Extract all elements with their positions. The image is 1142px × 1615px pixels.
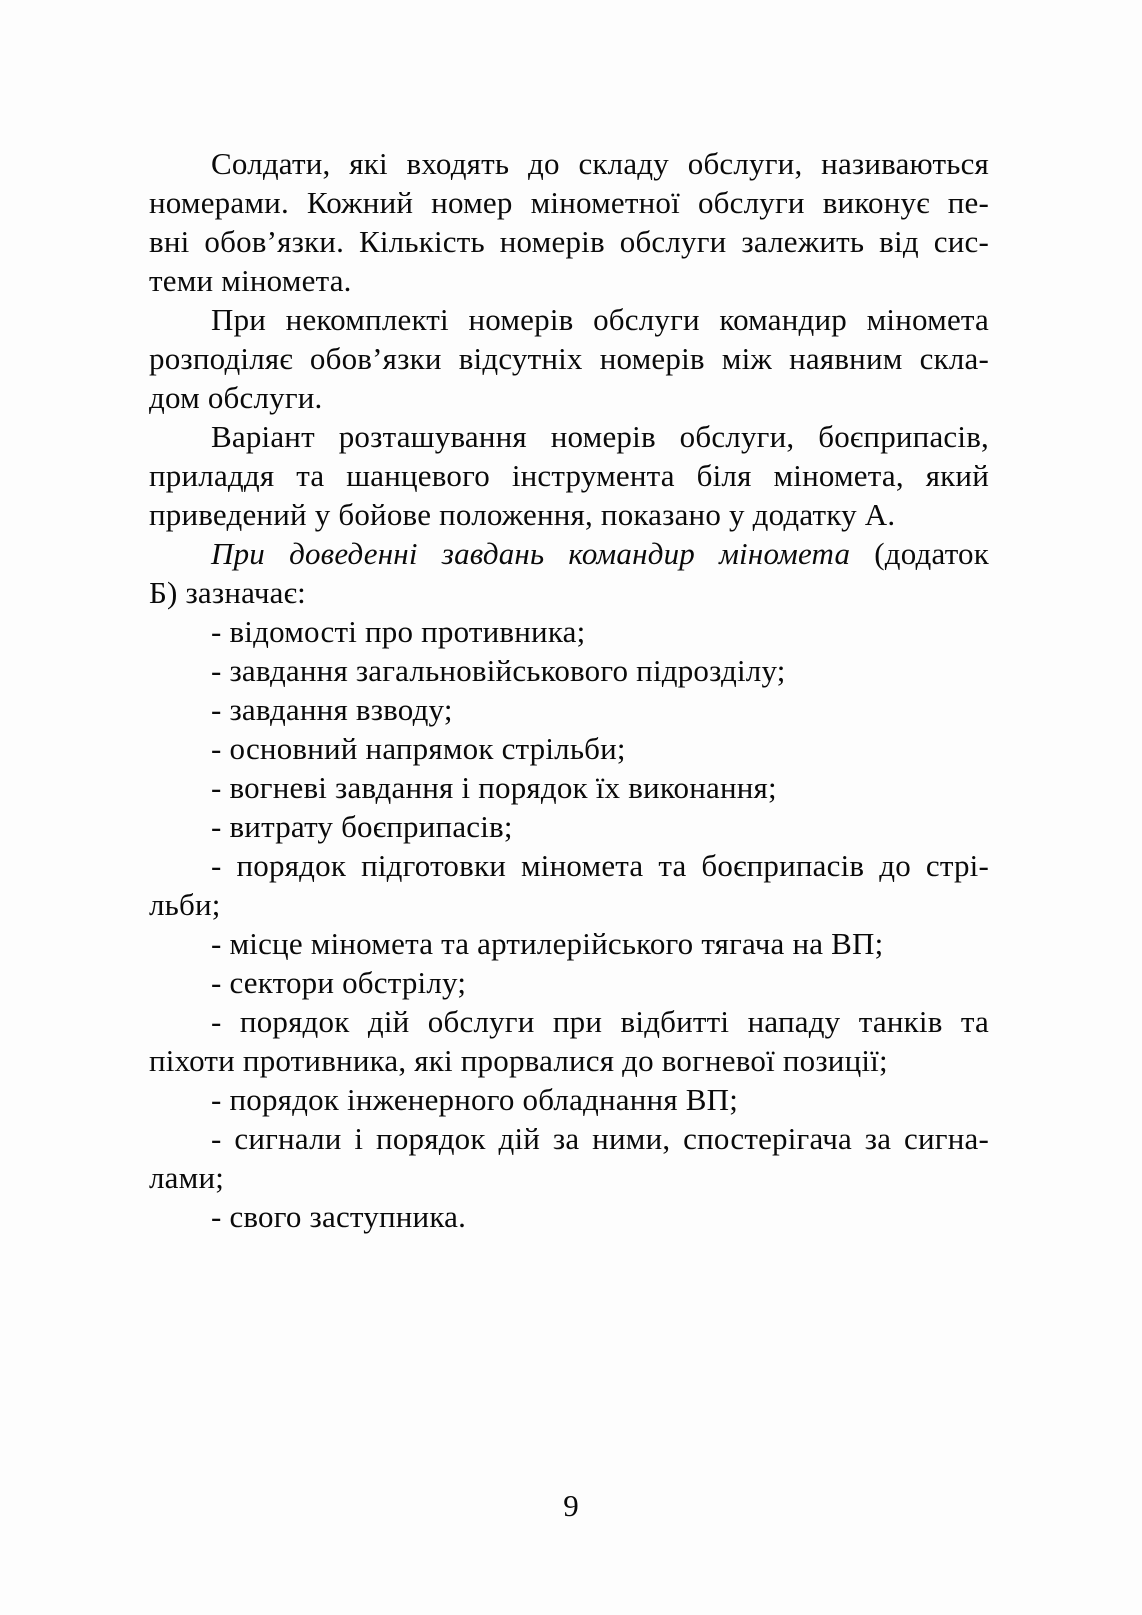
text-line: При некомплекті номерів обслуги командир міномета [211,302,989,337]
list-item [149,846,989,924]
text-line: Солдати, які входять до складу обслуги, називаються [211,146,989,181]
text-line: - місце міномета та артилерійського тягача на ВП; [211,926,884,961]
text-line: - порядок підготовки міномета та боєприпасів до стрі- [211,848,989,883]
list-item [149,612,989,651]
text-line: вні обов’язки. Кількість номерів обслуги залежить від сис- [149,224,989,259]
list-item [149,690,989,729]
paragraph [149,144,989,300]
italic-text-run: При доведенні завдань командир міномета [211,536,851,571]
text-line [149,534,989,573]
text-line: - сектори обстрілу; [211,965,467,1000]
text-line: Б) зазначає: [149,575,306,610]
text-line: номерами. Кожний номер мінометної обслуги виконує пе- [149,185,989,220]
page-text [149,144,989,1236]
list-item [149,1080,989,1119]
text-line: піхоти противника, які прорвалися до вогневої позиції; [149,1043,888,1078]
paragraph [149,417,989,534]
paragraph [149,300,989,417]
list-item [149,1002,989,1080]
text-line: Варіант розташування номерів обслуги, боєприпасів, [211,419,989,454]
text-line: льби; [149,887,221,922]
list-item [149,651,989,690]
text-run: (додаток [850,536,989,571]
list-item [149,924,989,963]
text-line: приведений у бойове положення, показано у додатку А. [149,497,896,532]
paragraph [149,534,989,612]
list-item [149,729,989,768]
text-line: - витрату боєприпасів; [211,809,513,844]
list-item [149,1119,989,1197]
text-line: - основний напрямок стрільби; [211,731,626,766]
text-line: - завдання загальновійськового підрозділу; [211,653,786,688]
instruction-list [149,612,989,1236]
list-item [149,768,989,807]
text-line: приладдя та шанцевого інструмента біля міномета, який [149,458,989,493]
text-line: - завдання взводу; [211,692,453,727]
text-line: теми міномета. [149,263,352,298]
text-line: - вогневі завдання і порядок їх виконання; [211,770,777,805]
text-line: розподіляє обов’язки відсутніх номерів між наявним скла- [149,341,989,376]
text-line: дом обслуги. [149,380,323,415]
page-number: 9 [563,1488,579,1523]
list-item [149,807,989,846]
text-line: лами; [149,1160,225,1195]
text-line: - сигнали і порядок дій за ними, спостерігача за сигна- [211,1121,989,1156]
text-line: - свого заступника. [211,1199,467,1234]
text-line: - порядок інженерного обладнання ВП; [211,1082,739,1117]
list-item [149,963,989,1002]
text-line: - порядок дій обслуги при відбитті нападу танків та [211,1004,989,1039]
text-line: - відомості про противника; [211,614,586,649]
list-item [149,1197,989,1236]
